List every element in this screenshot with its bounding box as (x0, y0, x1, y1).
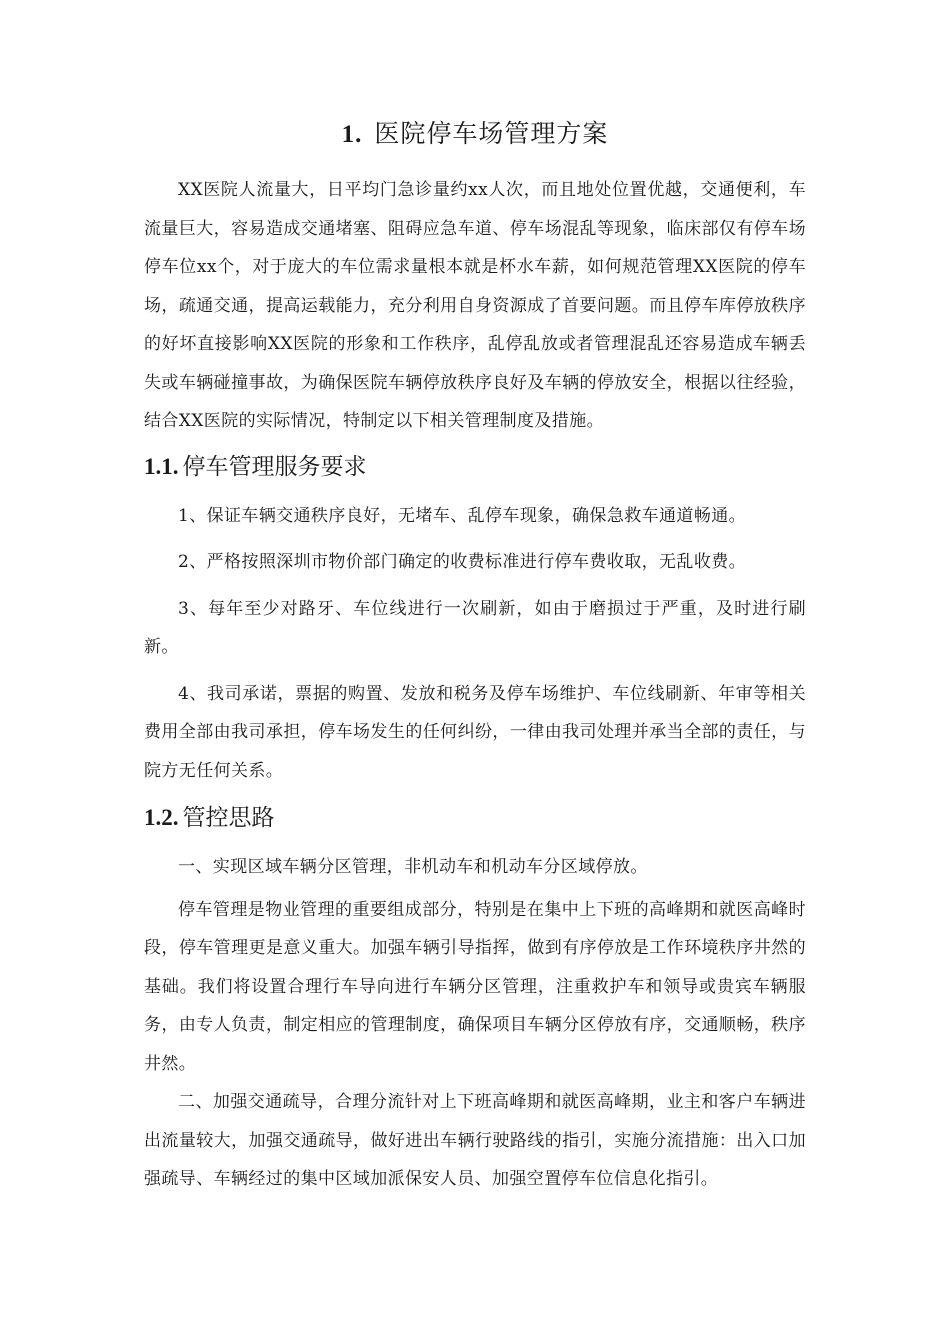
section-title-1-1: 停车管理服务要求 (182, 453, 367, 480)
section-heading-1-1 (144, 447, 806, 487)
approach-paragraph: 二、加强交通疏导，合理分流针对上下班高峰期和就医高峰期，业主和客户车辆进出流量较大，加强交通疏导，做好进出车辆行驶路线的指引，实施分流措施：出入口加强疏导、车辆经过的集中区域加派保安人员、加强空置停车位信息化指引。 (144, 1092, 806, 1189)
requirement-item: 3、每年至少对路牙、车位线进行一次刷新，如由于磨损过于严重，及时进行刷新。 (144, 598, 806, 657)
control-approach-section (144, 848, 806, 1199)
document-title (144, 112, 806, 157)
approach-paragraph: 一、实现区域车辆分区管理，非机动车和机动车分区域停放。 (178, 857, 648, 877)
requirement-item: 2、严格按照深圳市物价部门确定的收费标准进行停车费收取，无乱收费。 (178, 552, 747, 572)
title-number: 1. (341, 121, 363, 148)
approach-paragraph: 停车管理是物业管理的重要组成部分，特别是在集中上下班的高峰期和就医高峰时段，停车管理更是意义重大。加强车辆引导指挥，做到有序停放是工作环境秩序井然的基础。我们将设置合理行车导向进行车辆分区管理，注重救护车和领导或贵宾车辆服务，由专人负责，制定相应的管理制度，确保项目车辆分区停放有序，交通顺畅，秩序井然。 (144, 899, 806, 1074)
title-text: 医院停车场管理方案 (374, 119, 609, 148)
requirement-item: 1、保证车辆交通秩序良好，无堵车、乱停车现象，确保急救车通道畅通。 (178, 505, 747, 526)
section-title-1-2: 管控思路 (182, 805, 275, 831)
section-heading-1-2 (144, 798, 806, 838)
requirements-list (144, 497, 806, 791)
section-number-1-1: 1.1. (144, 453, 179, 479)
requirement-item: 4、我司承诺，票据的购置、发放和税务及停车场维护、车位线刷新、年审等相关费用全部由我司承担，停车场发生的任何纠纷，一律由我司处理并承当全部的责任，与院方无任何关系。 (144, 683, 806, 781)
intro-paragraph: XX医院人流量大，日平均门急诊量约xx人次，而且地处位置优越，交通便利，车流量巨大，容易造成交通堵塞、阻碍应急车道、停车场混乱等现象，临床部仅有停车场停车位xx个，对于庞大的车位需求量根本就是杯水车薪，如何规范管理XX医院的停车场，疏通交通，提高运载能力，充分利用自身资源成了首要问题。而且停车库停放秩序的好坏直接影响XX医院的形象和工作秩序，乱停乱放或者管理混乱还容易造成车辆丢失或车辆碰撞事故，为确保医院车辆停放秩序良好及车辆的停放安全，根据以往经验，结合XX医院的实际情况，特制定以下相关管理制度及措施。 (144, 180, 806, 431)
section-number-1-2: 1.2. (144, 805, 179, 830)
